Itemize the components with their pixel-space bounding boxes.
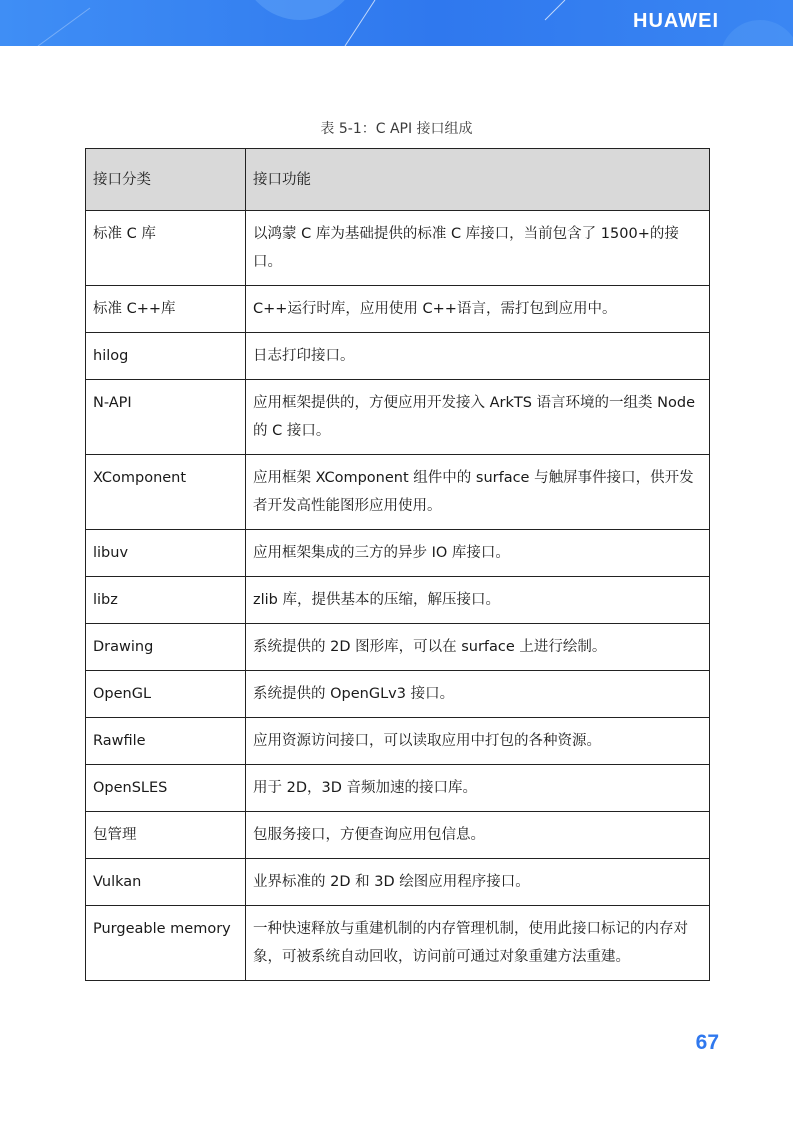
page-number: 67	[695, 1031, 719, 1054]
function-cell: 应用框架提供的，方便应用开发接入 ArkTS 语言环境的一组类 Node 的 C 接口。	[246, 380, 710, 455]
function-cell: 应用框架 XComponent 组件中的 surface 与触屏事件接口，供开发者开发高性能图形应用使用。	[246, 455, 710, 530]
function-cell: 业界标准的 2D 和 3D 绘图应用程序接口。	[246, 859, 710, 906]
table-row	[86, 211, 710, 286]
table-row	[86, 906, 710, 981]
table-row	[86, 718, 710, 765]
table-row	[86, 530, 710, 577]
function-cell: 系统提供的 OpenGLv3 接口。	[246, 671, 710, 718]
table-row	[86, 624, 710, 671]
category-cell: OpenGL	[86, 671, 246, 718]
function-cell: 一种快速释放与重建机制的内存管理机制，使用此接口标记的内存对象，可被系统自动回收，访问前可通过对象重建方法重建。	[246, 906, 710, 981]
category-cell: Drawing	[86, 624, 246, 671]
function-cell: C++运行时库，应用使用 C++语言，需打包到应用中。	[246, 286, 710, 333]
category-cell: Rawfile	[86, 718, 246, 765]
table-row	[86, 671, 710, 718]
table-row	[86, 380, 710, 455]
table-row	[86, 286, 710, 333]
category-cell: OpenSLES	[86, 765, 246, 812]
category-cell: 标准 C++库	[86, 286, 246, 333]
category-cell: Vulkan	[86, 859, 246, 906]
table-row	[86, 765, 710, 812]
function-cell: 包服务接口，方便查询应用包信息。	[246, 812, 710, 859]
function-cell: 系统提供的 2D 图形库，可以在 surface 上进行绘制。	[246, 624, 710, 671]
table-header-row	[86, 149, 710, 211]
category-cell: libz	[86, 577, 246, 624]
header-banner	[0, 0, 793, 46]
brand-logo: HUAWEI	[633, 10, 719, 32]
category-cell: 标准 C 库	[86, 211, 246, 286]
table-row	[86, 333, 710, 380]
category-cell: libuv	[86, 530, 246, 577]
table-row	[86, 859, 710, 906]
function-cell: 应用框架集成的三方的异步 IO 库接口。	[246, 530, 710, 577]
table-row	[86, 455, 710, 530]
category-cell: N-API	[86, 380, 246, 455]
function-cell: 用于 2D，3D 音频加速的接口库。	[246, 765, 710, 812]
c-api-table	[85, 148, 710, 981]
table-row	[86, 812, 710, 859]
table-row	[86, 577, 710, 624]
function-cell: 应用资源访问接口，可以读取应用中打包的各种资源。	[246, 718, 710, 765]
function-cell: zlib 库，提供基本的压缩，解压接口。	[246, 577, 710, 624]
column-header-category: 接口分类	[86, 149, 246, 211]
category-cell: XComponent	[86, 455, 246, 530]
function-cell: 日志打印接口。	[246, 333, 710, 380]
category-cell: Purgeable memory	[86, 906, 246, 981]
category-cell: hilog	[86, 333, 246, 380]
table-caption: 表 5-1：C API 接口组成	[320, 121, 473, 137]
category-cell: 包管理	[86, 812, 246, 859]
function-cell: 以鸿蒙 C 库为基础提供的标准 C 库接口，当前包含了 1500+的接口。	[246, 211, 710, 286]
column-header-function: 接口功能	[246, 149, 710, 211]
